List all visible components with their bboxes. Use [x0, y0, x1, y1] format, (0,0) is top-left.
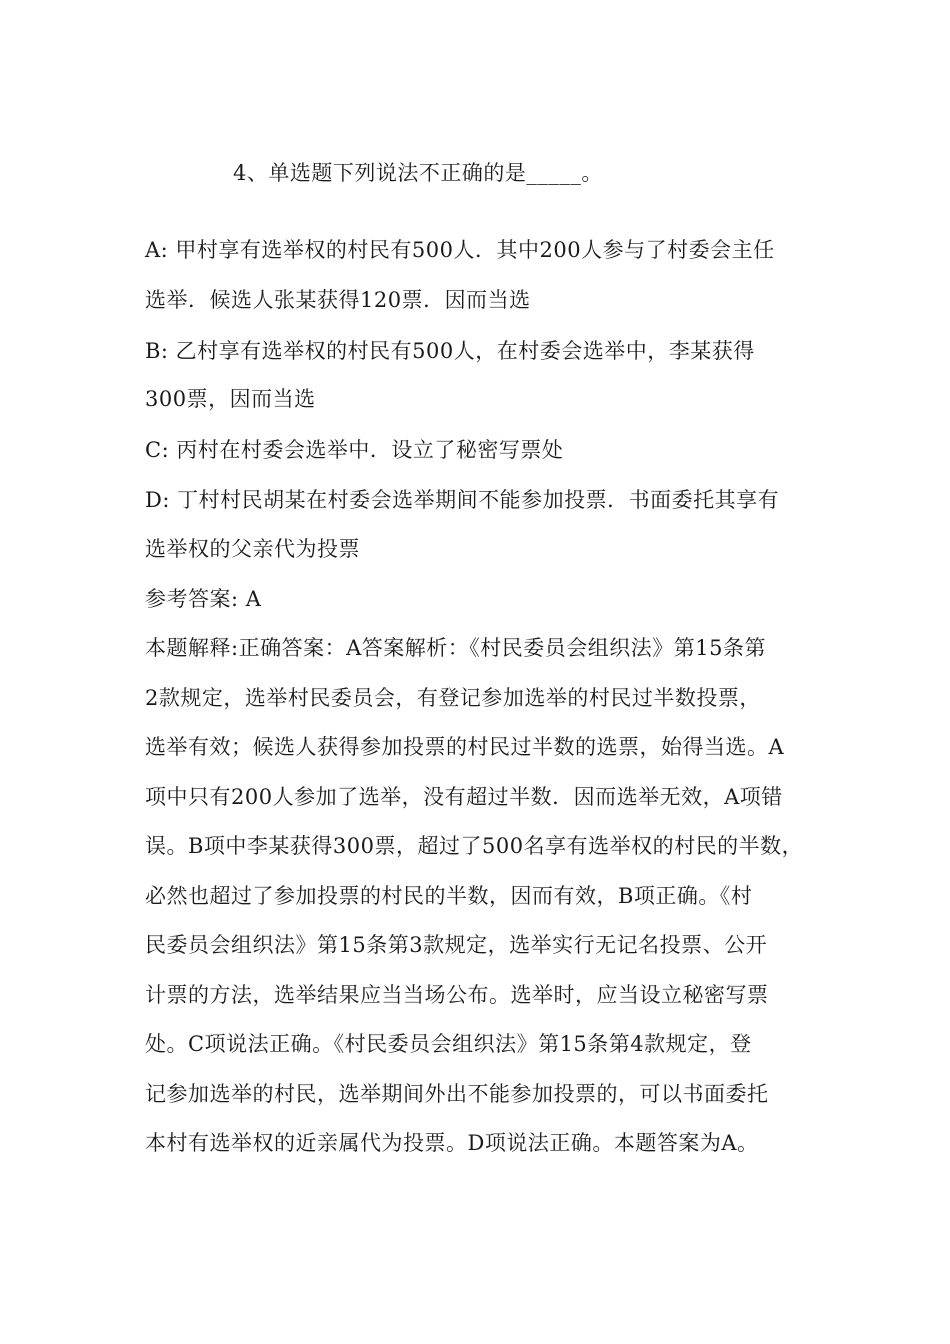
explanation-line: 2款规定，选举村民委员会，有登记参加选举的村民过半数投票，	[145, 686, 761, 710]
option-d-line-1: D: 丁村村民胡某在村委会选举期间不能参加投票．书面委托其享有	[145, 488, 780, 512]
explanation-line: 本题解释:正确答案：A答案解析：《村民委员会组织法》第15条第	[145, 636, 766, 660]
reference-answer: 参考答案: A	[145, 587, 262, 611]
option-c-line-1: C: 丙村在村委会选举中．设立了秘密写票处	[145, 438, 564, 462]
explanation-line: 记参加选举的村民，选举期间外出不能参加投票的，可以书面委托	[145, 1082, 769, 1106]
explanation-line: 民委员会组织法》第15条第3款规定，选举实行无记名投票、公开	[145, 933, 768, 957]
explanation-line: 选举有效；候选人获得参加投票的村民过半数的选票，始得当选。A	[145, 735, 785, 759]
explanation-line: 项中只有200人参加了选举，没有超过半数．因而选举无效，A项错	[145, 785, 783, 809]
explanation-line: 处。C项说法正确。《村民委员会组织法》第15条第4款规定，登	[145, 1032, 752, 1056]
explanation-line: 计票的方法，选举结果应当当场公布。选举时，应当设立秘密写票	[145, 983, 769, 1007]
explanation-line: 误。B项中李某获得300票，超过了500名享有选举权的村民的半数，	[145, 834, 804, 858]
option-d-line-2: 选举权的父亲代为投票	[145, 537, 360, 561]
option-b-line-2: 300票，因而当选	[145, 387, 316, 411]
question-title: 4、单选题下列说法不正确的是_____。	[233, 161, 603, 185]
explanation-line: 必然也超过了参加投票的村民的半数，因而有效，B项正确。《村	[145, 884, 753, 908]
option-a-line-1: A: 甲村享有选举权的村民有500人．其中200人参与了村委会主任	[145, 238, 775, 262]
explanation-line: 本村有选举权的近亲属代为投票。D项说法正确。本题答案为A。	[145, 1131, 759, 1155]
option-a-line-2: 选举．候选人张某获得120票．因而当选	[145, 288, 531, 312]
option-b-line-1: B: 乙村享有选举权的村民有500人，在村委会选举中，李某获得	[145, 339, 755, 363]
